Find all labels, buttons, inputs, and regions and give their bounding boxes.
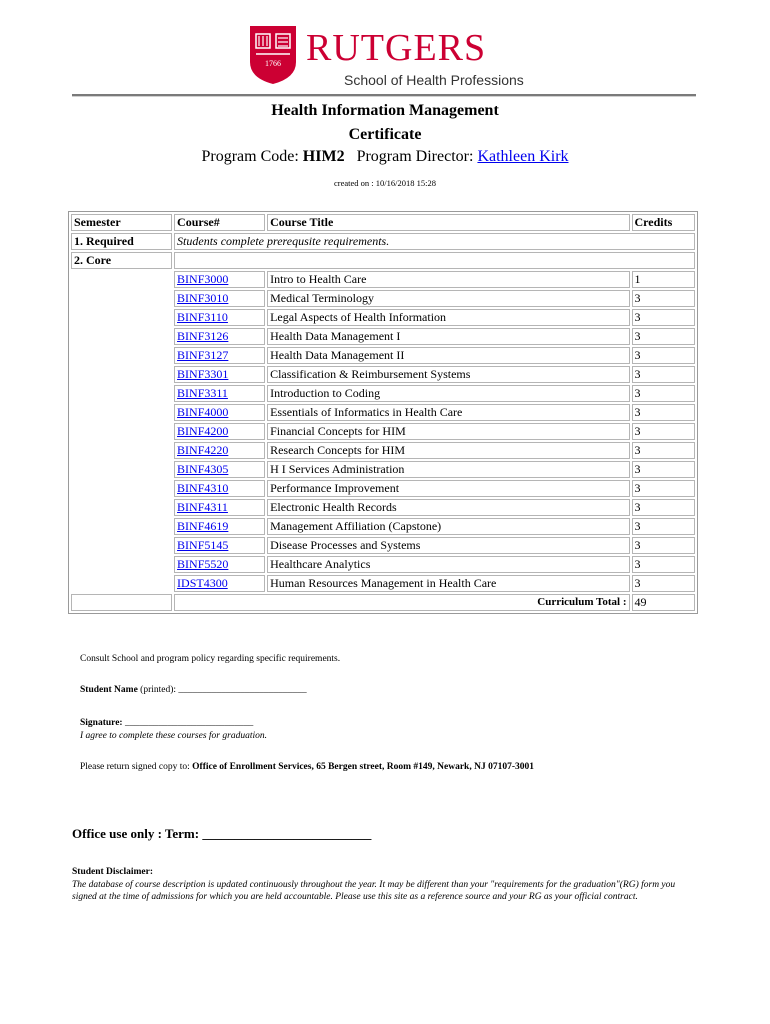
course-title: Electronic Health Records [267, 499, 629, 516]
program-director-label: Program Director: [356, 148, 474, 165]
semester-cell [71, 556, 172, 573]
table-row [71, 309, 695, 326]
required-row [71, 233, 695, 250]
header-course-title: Course Title [267, 214, 629, 231]
course-title: Health Data Management II [267, 347, 629, 364]
course-title: Human Resources Management in Health Care [267, 575, 629, 592]
program-code-label: Program Code: [201, 148, 299, 165]
course-credits: 3 [632, 347, 695, 364]
semester-cell [71, 423, 172, 440]
disclaimer-text: The database of course description is updated continuously throughout the year. It may be different than your "requirements for the graduation"(RG) form you signed at the time of admissions for which you are held accountable. Please use this site as a reference source and your RG as your official contract. [72, 880, 676, 902]
header-credits: Credits [632, 214, 695, 231]
course-title: Intro to Health Care [267, 271, 629, 288]
table-row [71, 461, 695, 478]
total-empty-cell [71, 594, 172, 611]
semester-cell [71, 442, 172, 459]
course-code-link[interactable]: BINF5145 [174, 537, 265, 554]
core-spacer [174, 252, 695, 269]
course-title: Research Concepts for HIM [267, 442, 629, 459]
core-label: 2. Core [71, 252, 172, 269]
agreement-text: I agree to complete these courses for graduation. [80, 731, 267, 741]
return-instructions [80, 762, 534, 772]
semester-cell [71, 328, 172, 345]
table-row [71, 366, 695, 383]
course-title: Introduction to Coding [267, 385, 629, 402]
course-title: H I Services Administration [267, 461, 629, 478]
return-address: Office of Enrollment Services, 65 Bergen street, Room #149, Newark, NJ 07107-3001 [192, 762, 534, 772]
semester-cell [71, 575, 172, 592]
table-row [71, 480, 695, 497]
course-credits: 3 [632, 366, 695, 383]
semester-cell [71, 537, 172, 554]
course-title: Essentials of Informatics in Health Care [267, 404, 629, 421]
course-credits: 3 [632, 480, 695, 497]
table-row [71, 328, 695, 345]
table-row [71, 271, 695, 288]
course-code-link[interactable]: BINF4220 [174, 442, 265, 459]
table-row [71, 423, 695, 440]
curriculum-total-value: 49 [632, 594, 695, 611]
table-row [71, 499, 695, 516]
course-code-link[interactable]: BINF3127 [174, 347, 265, 364]
semester-cell [71, 518, 172, 535]
semester-cell [71, 347, 172, 364]
program-info [0, 148, 770, 166]
brand-subtitle: School of Health Professions [344, 72, 524, 88]
disclaimer-heading: Student Disclaimer: [72, 867, 154, 877]
table-row [71, 290, 695, 307]
course-credits: 3 [632, 461, 695, 478]
course-credits: 3 [632, 385, 695, 402]
created-timestamp: created on : 10/16/2018 15:28 [334, 178, 436, 188]
course-code-link[interactable]: BINF3110 [174, 309, 265, 326]
course-code-link[interactable]: BINF4619 [174, 518, 265, 535]
course-credits: 3 [632, 442, 695, 459]
course-code-link[interactable]: IDST4300 [174, 575, 265, 592]
course-code-link[interactable]: BINF5520 [174, 556, 265, 573]
curriculum-total-label: Curriculum Total : [174, 594, 629, 611]
return-label: Please return signed copy to: [80, 762, 190, 772]
table-row [71, 537, 695, 554]
semester-cell [71, 271, 172, 288]
shield-year: 1766 [265, 59, 281, 68]
semester-cell [71, 309, 172, 326]
course-code-link[interactable]: BINF3000 [174, 271, 265, 288]
signature-line [80, 718, 253, 728]
semester-cell [71, 366, 172, 383]
semester-cell [71, 480, 172, 497]
course-code-link[interactable]: BINF4311 [174, 499, 265, 516]
brand-name: RUTGERS [306, 27, 487, 69]
table-row [71, 575, 695, 592]
course-credits: 3 [632, 290, 695, 307]
semester-cell [71, 404, 172, 421]
table-row [71, 556, 695, 573]
course-credits: 3 [632, 423, 695, 440]
course-code-link[interactable]: BINF4000 [174, 404, 265, 421]
student-name-field: (printed): ___________________________ [140, 685, 307, 695]
course-title: Disease Processes and Systems [267, 537, 629, 554]
course-code-link[interactable]: BINF4305 [174, 461, 265, 478]
course-title: Performance Improvement [267, 480, 629, 497]
course-code-link[interactable]: BINF3311 [174, 385, 265, 402]
student-name-label: Student Name [80, 685, 138, 695]
rutgers-logo [248, 22, 538, 92]
course-code-link[interactable]: BINF3126 [174, 328, 265, 345]
course-code-link[interactable]: BINF4310 [174, 480, 265, 497]
header-semester: Semester [71, 214, 172, 231]
course-code-link[interactable]: BINF3010 [174, 290, 265, 307]
table-header-row [71, 214, 695, 231]
course-title: Management Affiliation (Capstone) [267, 518, 629, 535]
signature-label: Signature: [80, 718, 123, 728]
course-title: Financial Concepts for HIM [267, 423, 629, 440]
table-row [71, 347, 695, 364]
page-title: Health Information Management [271, 102, 499, 119]
header-course-number: Course# [174, 214, 265, 231]
signature-field: ___________________________ [124, 718, 254, 728]
semester-cell [71, 290, 172, 307]
table-row [71, 404, 695, 421]
student-name-line [80, 685, 307, 695]
course-credits: 3 [632, 575, 695, 592]
program-director-link[interactable]: Kathleen Kirk [477, 148, 569, 165]
office-use-term: Office use only : Term: __________________________ [72, 826, 372, 841]
semester-cell [71, 499, 172, 516]
page-subtitle: Certificate [348, 126, 422, 143]
course-credits: 3 [632, 328, 695, 345]
course-code-link[interactable]: BINF4200 [174, 423, 265, 440]
total-row [71, 594, 695, 611]
program-code: HIM2 [302, 148, 345, 165]
course-credits: 3 [632, 499, 695, 516]
course-title: Classification & Reimbursement Systems [267, 366, 629, 383]
header-divider [72, 94, 696, 97]
required-label: 1. Required [71, 233, 172, 250]
course-credits: 3 [632, 537, 695, 554]
course-title: Medical Terminology [267, 290, 629, 307]
core-row [71, 252, 695, 269]
course-title: Health Data Management I [267, 328, 629, 345]
required-note: Students complete prerequsite requirements. [174, 233, 695, 250]
course-code-link[interactable]: BINF3301 [174, 366, 265, 383]
course-credits: 3 [632, 518, 695, 535]
course-credits: 3 [632, 404, 695, 421]
course-title: Legal Aspects of Health Information [267, 309, 629, 326]
table-row [71, 518, 695, 535]
course-credits: 3 [632, 309, 695, 326]
course-credits: 1 [632, 271, 695, 288]
curriculum-table [68, 211, 698, 614]
table-row [71, 442, 695, 459]
course-title: Healthcare Analytics [267, 556, 629, 573]
rutgers-shield-icon [248, 24, 298, 86]
course-credits: 3 [632, 556, 695, 573]
semester-cell [71, 385, 172, 402]
semester-cell [71, 461, 172, 478]
consult-note: Consult School and program policy regarding specific requirements. [80, 654, 341, 664]
table-row [71, 385, 695, 402]
